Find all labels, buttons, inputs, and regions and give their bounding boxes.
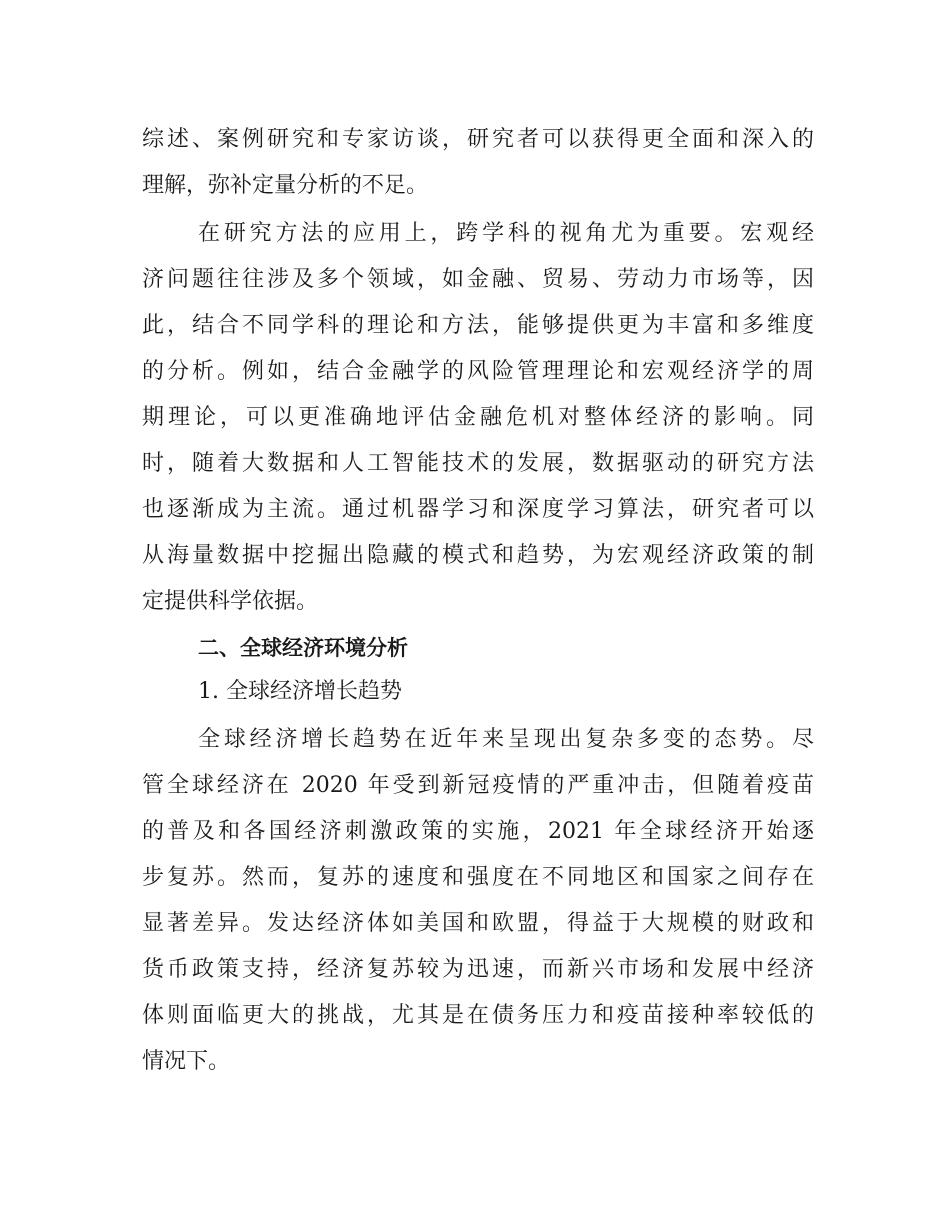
paragraph-line: 时，随着大数据和人工智能技术的发展，数据驱动的研究方法 <box>142 451 814 476</box>
paragraph-line: 管全球经济在 2020 年受到新冠疫情的严重冲击，但随着疫苗 <box>142 773 814 798</box>
paragraph-line: 体则面临更大的挑战，尤其是在债务压力和疫苗接种率较低的 <box>142 1003 814 1028</box>
paragraph-line: 全球经济增长趋势在近年来呈现出复杂多变的态势。尽 <box>198 727 814 752</box>
section-heading: 二、全球经济环境分析 <box>198 636 408 660</box>
paragraph-line: 此，结合不同学科的理论和方法，能够提供更为丰富和多维度 <box>142 313 814 338</box>
paragraph-line: 在研究方法的应用上，跨学科的视角尤为重要。宏观经 <box>198 221 814 246</box>
paragraph-line: 步复苏。然而，复苏的速度和强度在不同地区和国家之间存在 <box>142 865 814 890</box>
paragraph-line: 理解，弥补定量分析的不足。 <box>142 173 429 198</box>
paragraph-line: 也逐渐成为主流。通过机器学习和深度学习算法，研究者可以 <box>142 497 814 522</box>
paragraph-line: 的普及和各国经济刺激政策的实施，2021 年全球经济开始逐 <box>142 819 814 844</box>
paragraph-line: 综述、案例研究和专家访谈，研究者可以获得更全面和深入的 <box>142 127 814 152</box>
paragraph-line: 济问题往往涉及多个领域，如金融、贸易、劳动力市场等，因 <box>142 267 814 292</box>
paragraph-line: 情况下。 <box>142 1049 231 1074</box>
paragraph-line: 货币政策支持，经济复苏较为迅速，而新兴市场和发展中经济 <box>142 957 814 982</box>
subsection-heading: 1. 全球经济增长趋势 <box>198 679 402 704</box>
paragraph-line: 的分析。例如，结合金融学的风险管理理论和宏观经济学的周 <box>142 359 814 384</box>
paragraph-line: 期理论，可以更准确地评估金融危机对整体经济的影响。同 <box>142 405 814 430</box>
paragraph-line: 显著差异。发达经济体如美国和欧盟，得益于大规模的财政和 <box>142 911 814 936</box>
paragraph-line: 定提供科学依据。 <box>142 589 319 614</box>
paragraph-line: 从海量数据中挖掘出隐藏的模式和趋势，为宏观经济政策的制 <box>142 543 814 568</box>
